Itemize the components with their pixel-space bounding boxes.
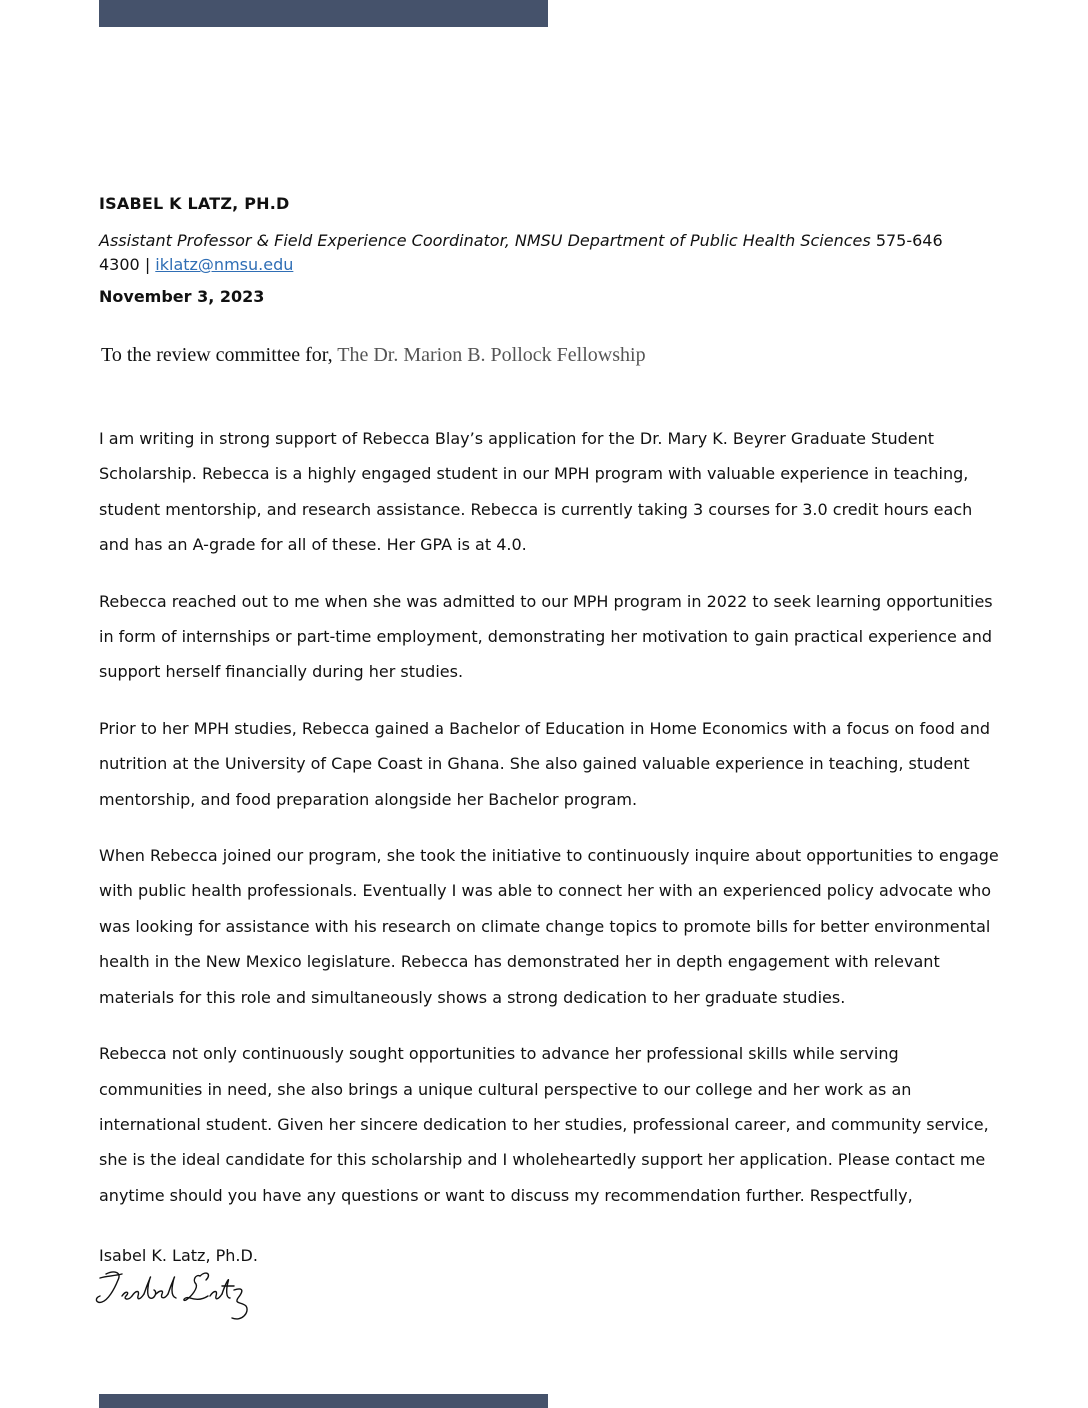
email-link[interactable]: iklatz@nmsu.edu [155, 255, 294, 274]
letter-date: November 3, 2023 [99, 287, 265, 306]
letter-body [99, 421, 999, 1234]
body-paragraph: Prior to her MPH studies, Rebecca gained a Bachelor of Education in Home Economics with a focus on food and nutrition at the University of Cape Coast in Ghana. She also gained valuable experience in teaching, student mentorship, and food preparation alongside her Bachelor program. [99, 718, 991, 809]
author-position: Assistant Professor & Field Experience Coordinator, NMSU Department of Public Health Sciences [99, 231, 871, 250]
fellowship-name: The Dr. Marion B. Pollock Fellowship [337, 344, 646, 366]
body-paragraph: Rebecca reached out to me when she was admitted to our MPH program in 2022 to seek learning opportunities in form of internships or part-time employment, demonstrating her motivation to gain practical experience and support herself financially during her studies. [99, 591, 993, 682]
body-paragraph: I am writing in strong support of Rebecca Blay’s application for the Dr. Mary K. Beyrer Graduate Student Scholarship. Rebecca is a highly engaged student in our MPH program with valuable experience in teaching, student mentorship, and research assistance. Rebecca is currently taking 3 courses for 3.0 credit hours each and has an A-grade for all of these. Her GPA is at 4.0. [99, 429, 973, 555]
author-details [99, 229, 959, 277]
footer-bar [99, 1394, 548, 1408]
author-name: ISABEL K LATZ, PH.D [99, 194, 290, 213]
body-paragraph: When Rebecca joined our program, she took the initiative to continuously inquire about opportunities to engage with public health professionals. Eventually I was able to connect her with an experienced policy advocate who was looking for assistance with his research on climate change topics to promote bills for better environmental health in the New Mexico legislature. Rebecca has demonstrated her in depth engagement with relevant materials for this role and simultaneously shows a strong dedication to her graduate studies. [99, 846, 999, 1007]
signature [92, 1266, 272, 1326]
author-phone: 575-646 4300 [99, 231, 943, 274]
contact-separator: | [144, 255, 151, 274]
closing-name: Isabel K. Latz, Ph.D. [99, 1246, 258, 1265]
header-bar [99, 0, 548, 27]
body-paragraph: Rebecca not only continuously sought opportunities to advance her professional skills while serving communities in need, she also brings a unique cultural perspective to our college and her work as an international student. Given her sincere dedication to her studies, professional career, and community service, she is the ideal candidate for this scholarship and I wholeheartedly support her application. Please contact me anytime should you have any questions or want to discuss my recommendation further. Respectfully, [99, 1044, 989, 1205]
greeting [101, 344, 646, 367]
greeting-prefix: To the review committee for, [101, 344, 333, 366]
